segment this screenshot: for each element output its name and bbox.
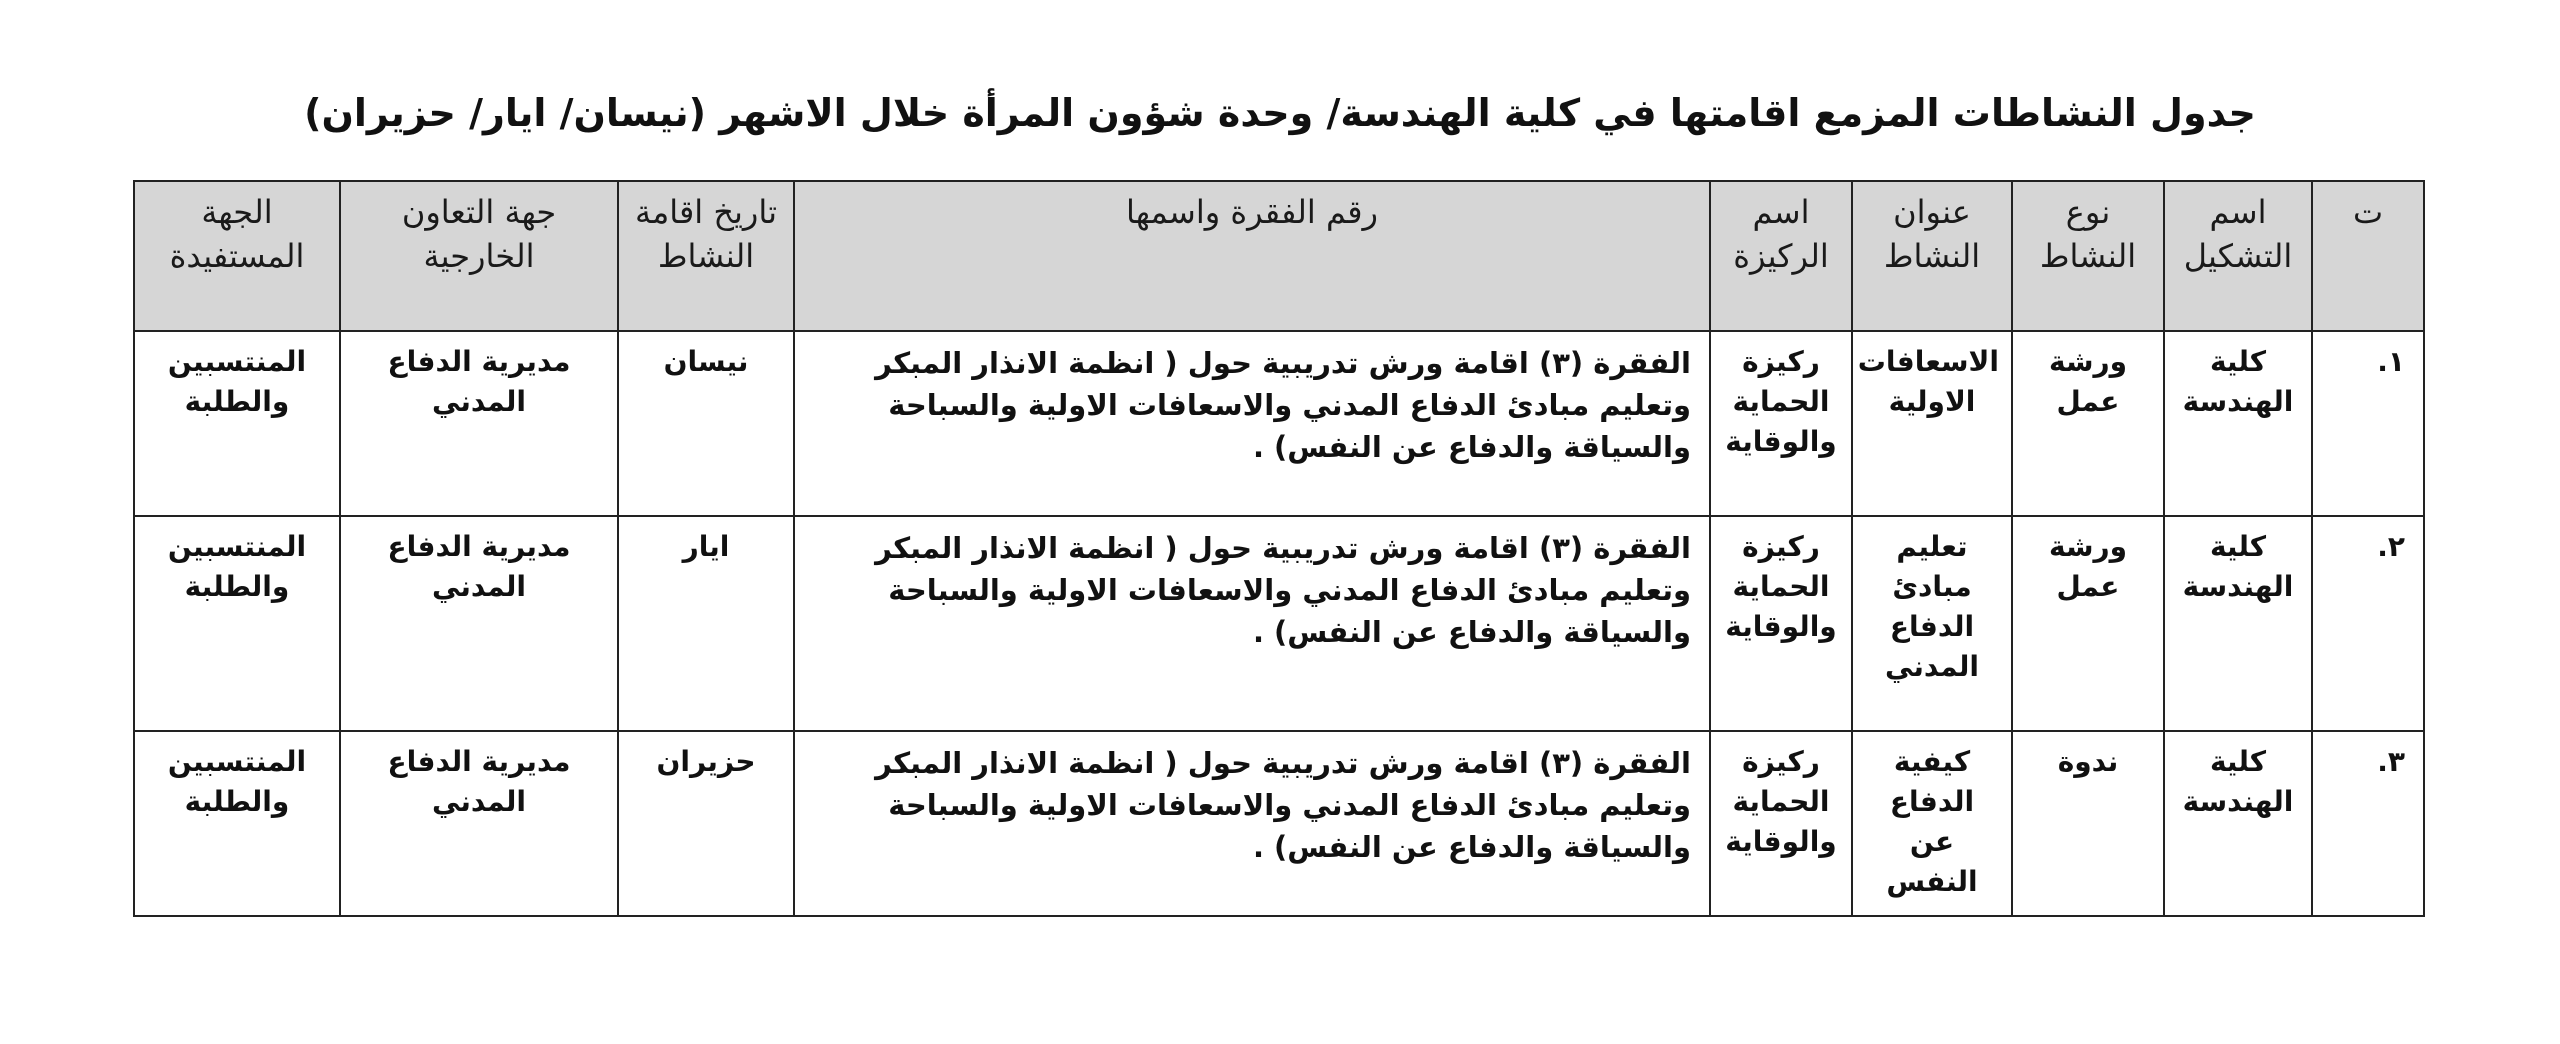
cell-activity-title: تعليم مبادئ الدفاع المدني — [1852, 516, 2012, 731]
cell-formation: كلية الهندسة — [2164, 331, 2312, 516]
cell-date: ايار — [618, 516, 794, 731]
cell-seq: ١. — [2312, 331, 2424, 516]
cell-beneficiary: المنتسبين والطلبة — [134, 516, 340, 731]
cell-formation: كلية الهندسة — [2164, 731, 2312, 916]
cell-pillar: ركيزة الحماية والوقاية — [1710, 731, 1852, 916]
cell-type: ورشة عمل — [2012, 516, 2164, 731]
cell-pillar: ركيزة الحماية والوقاية — [1710, 516, 1852, 731]
table-row — [134, 331, 2424, 516]
header-partner: جهة التعاون الخارجية — [340, 181, 618, 331]
cell-seq: ٣. — [2312, 731, 2424, 916]
header-paragraph: رقم الفقرة واسمها — [794, 181, 1710, 331]
cell-date: نيسان — [618, 331, 794, 516]
cell-beneficiary: المنتسبين والطلبة — [134, 331, 340, 516]
cell-partner: مديرية الدفاع المدني — [340, 516, 618, 731]
cell-pillar: ركيزة الحماية والوقاية — [1710, 331, 1852, 516]
header-activity-title: عنوان النشاط — [1852, 181, 2012, 331]
cell-date: حزيران — [618, 731, 794, 916]
header-type: نوع النشاط — [2012, 181, 2164, 331]
header-seq: ت — [2312, 181, 2424, 331]
header-date: تاريخ اقامة النشاط — [618, 181, 794, 331]
cell-partner: مديرية الدفاع المدني — [340, 731, 618, 916]
header-beneficiary: الجهة المستفيدة — [134, 181, 340, 331]
cell-formation: كلية الهندسة — [2164, 516, 2312, 731]
table-row — [134, 731, 2424, 916]
cell-seq: ٢. — [2312, 516, 2424, 731]
document-title: جدول النشاطات المزمع اقامتها في كلية الهندسة/ وحدة شؤون المرأة خلال الاشهر (نيسان/ ايار/ حزيران) — [304, 91, 2256, 135]
cell-paragraph: الفقرة (٣) اقامة ورش تدريبية حول ( انظمة الانذار المبكر وتعليم مبادئ الدفاع المدني والاسعافات الاولية والسباحة والسياقة والدفاع عن النفس) . — [794, 731, 1710, 916]
table-header-row — [134, 181, 2424, 331]
header-pillar: اسم الركيزة — [1710, 181, 1852, 331]
cell-activity-title: الاسعافات الاولية — [1852, 331, 2012, 516]
cell-paragraph: الفقرة (٣) اقامة ورش تدريبية حول ( انظمة الانذار المبكر وتعليم مبادئ الدفاع المدني والاسعافات الاولية والسباحة والسياقة والدفاع عن النفس) . — [794, 331, 1710, 516]
cell-type: ورشة عمل — [2012, 331, 2164, 516]
cell-type: ندوة — [2012, 731, 2164, 916]
header-formation: اسم التشكيل — [2164, 181, 2312, 331]
cell-partner: مديرية الدفاع المدني — [340, 331, 618, 516]
activities-table — [133, 180, 2425, 917]
cell-beneficiary: المنتسبين والطلبة — [134, 731, 340, 916]
table-row — [134, 516, 2424, 731]
cell-paragraph: الفقرة (٣) اقامة ورش تدريبية حول ( انظمة الانذار المبكر وتعليم مبادئ الدفاع المدني والاسعافات الاولية والسباحة والسياقة والدفاع عن النفس) . — [794, 516, 1710, 731]
cell-activity-title: كيفية الدفاع عن النفس — [1852, 731, 2012, 916]
